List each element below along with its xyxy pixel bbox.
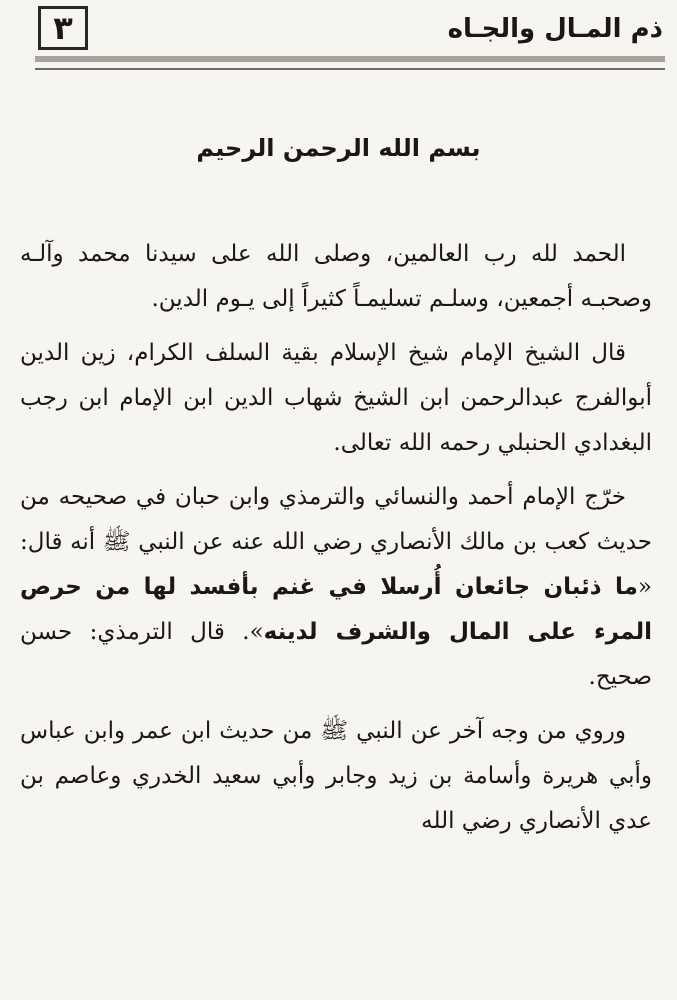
basmala-heading: بسم الله الرحمن الرحيم <box>196 134 481 162</box>
header-rule-thick <box>35 56 665 62</box>
body-text <box>20 232 652 853</box>
page-number-box <box>38 6 88 50</box>
paragraph-hadith <box>20 475 652 700</box>
hadith-intro: خرّج الإمام أحمد والنسائي والترمذي وابن حبان في صحيحه من حديث كعب بن مالك الأنصاري رضي الله عنه عن النبي ﷺ أنه قال: « <box>20 484 652 600</box>
paragraph-author: قال الشيخ الإمام شيخ الإسلام بقية السلف الكرام، زين الدين أبوالفرج عبدالرحمن ابن الشيخ شهاب الدين ابن الإمام ابن رجب البغدادي الحنبلي رحمه الله تعالى. <box>20 340 652 456</box>
hadith-outro: ». قال الترمذي: حسن صحيح. <box>20 619 652 690</box>
paragraph-narrations: وروي من وجه آخر عن النبي ﷺ من حديث ابن عمر وابن عباس وأبي هريرة وأسامة بن زيد وجابر وأبي سعيد الخدري وعاصم بن عدي الأنصاري رضي الله <box>20 718 652 834</box>
page-number: ٣ <box>53 9 73 47</box>
running-title: ذم المـال والجـاه <box>447 14 663 44</box>
hadith-quote: ما ذئبان جائعان أُرسلا في غنم بأفسد لها من حرص المرء على المال والشرف لدينه <box>20 574 653 645</box>
header-rule-thin <box>35 68 665 70</box>
page-header <box>0 0 677 80</box>
paragraph-opening: الحمد لله رب العالمين، وصلى الله على سيدنا محمد وآلـه وصحبـه أجمعين، وسلـم تسليمـاً كثيراً إلى يـوم الدين. <box>20 241 652 312</box>
